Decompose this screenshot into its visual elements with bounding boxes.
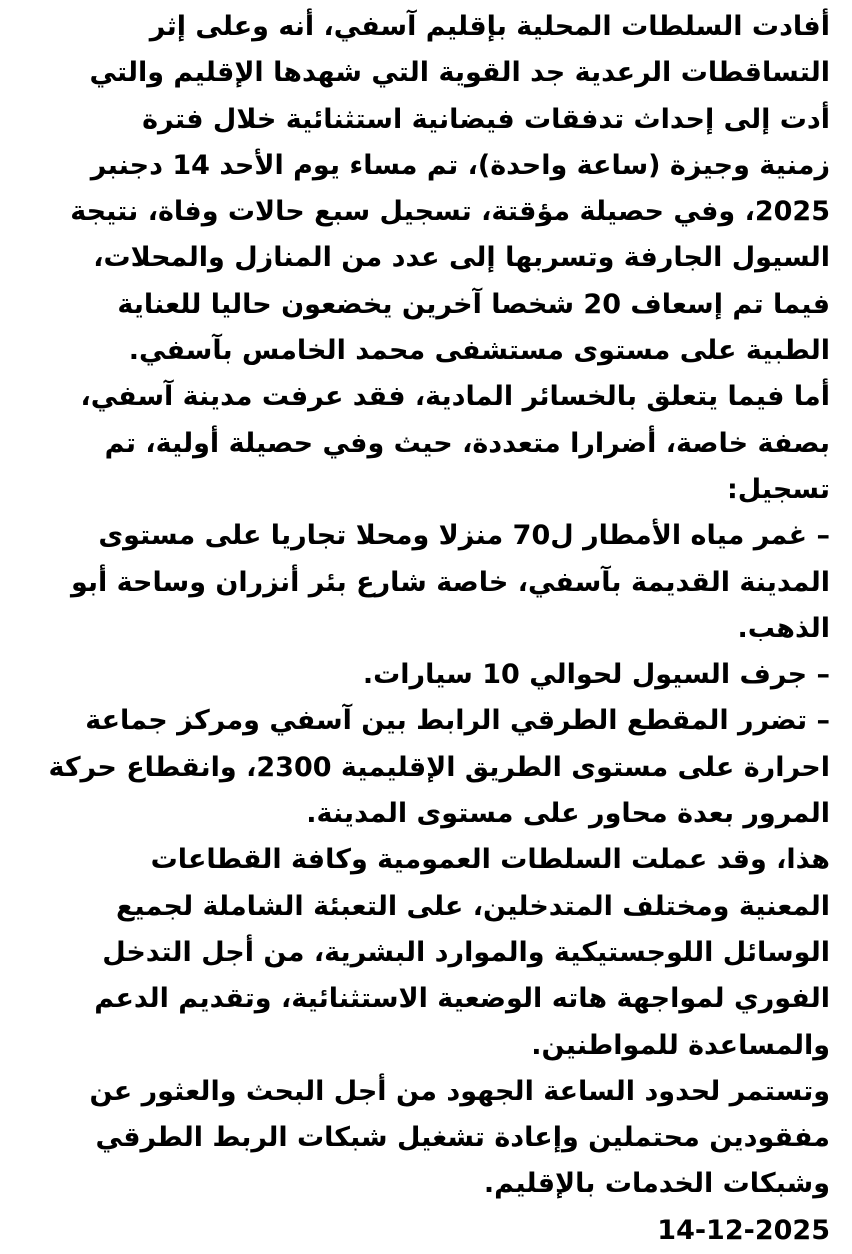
list-item-flooded-homes: – غمر مياه الأمطار ل70 منزلا ومحلا تجاريا على مستوى المدينة القديمة بآسفي، خاصة شارع بئر أنزران وساحة أبو الذهب. <box>70 520 830 644</box>
paragraph-ongoing-efforts: وتستمر لحدود الساعة الجهود من أجل البحث والعثور عن مفقودين محتملين وإعادة تشغيل شبكات الربط الطرقي وشبكات الخدمات بالإقليم. <box>89 1075 830 1200</box>
paragraph-material-damage: أما فيما يتعلق بالخسائر المادية، فقد عرفت مدينة آسفي، بصفة خاصة، أضرارا متعددة، حيث وفي حصيلة أولية، تم تسجيل: <box>80 381 830 505</box>
paragraph-mobilization: هذا، وقد عملت السلطات العمومية وكافة القطاعات المعنية ومختلف المتدخلين، على التعبئة الشاملة لجميع الوسائل اللوجستيكية والموارد البشرية، من أجل التدخل الفوري لمواجهة هاته الوضعية الاستثنائية، وتقديم الدعم والمساعدة للمواطنين. <box>94 844 830 1061</box>
document-date: 14-12-2025 <box>657 1214 830 1246</box>
statement-document <box>24 4 830 1254</box>
list-item-road-damage: – تضرر المقطع الطرقي الرابط بين آسفي ومركز جماعة احرارة على مستوى الطريق الإقليمية 2300، وانقطاع حركة المرور بعدة محاور على مستوى المدينة. <box>48 705 830 830</box>
paragraph-casualties: أفادت السلطات المحلية بإقليم آسفي، أنه وعلى إثر التساقطات الرعدية جد القوية التي شهدها الإقليم والتي أدت إلى إحداث تدفقات فيضانية استثنائية خلال فترة زمنية وجيزة (ساعة واحدة)، تم مساء يوم الأحد 14 دجنبر 2025، وفي حصيلة مؤقتة، تسجيل سبع حالات وفاة، نتيجة السيول الجارفة وتسربها إلى عدد من المنازل والمحلات، فيما تم إسعاف 20 شخصا آخرين يخضعون حاليا للعناية الطبية على مستوى مستشفى محمد الخامس بآسفي. <box>70 11 830 367</box>
list-item-swept-cars: – جرف السيول لحوالي 10 سيارات. <box>362 659 830 691</box>
